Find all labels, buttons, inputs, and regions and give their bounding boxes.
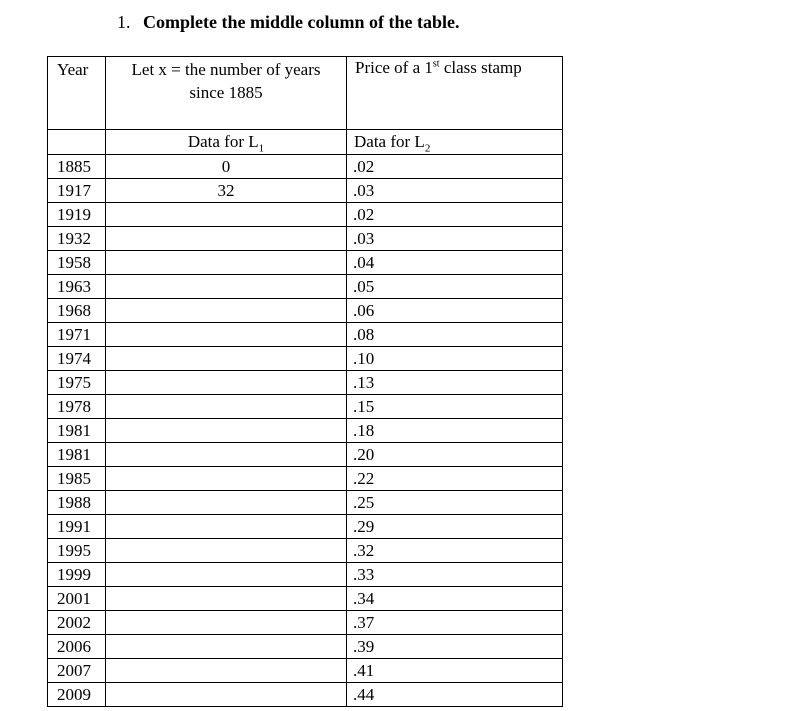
years-since-cell[interactable]: [106, 347, 347, 371]
table-row: [48, 179, 563, 203]
table-row: [48, 659, 563, 683]
table-row: [48, 155, 563, 179]
table-header-row: [48, 57, 563, 130]
table-row: [48, 491, 563, 515]
table-row: [48, 395, 563, 419]
price-cell: .18: [347, 419, 563, 443]
year-cell: 1999: [48, 563, 106, 587]
year-cell: 1917: [48, 179, 106, 203]
year-cell: 1978: [48, 395, 106, 419]
table-label-row: [48, 130, 563, 155]
question-text: Complete the middle column of the table.: [143, 12, 460, 32]
price-cell: .39: [347, 635, 563, 659]
years-since-cell[interactable]: [106, 587, 347, 611]
table-row: [48, 563, 563, 587]
table-row: [48, 371, 563, 395]
table-row: [48, 299, 563, 323]
table-row: [48, 251, 563, 275]
table-row: [48, 203, 563, 227]
years-since-cell[interactable]: 32: [106, 179, 347, 203]
table-row: [48, 539, 563, 563]
year-cell: 1991: [48, 515, 106, 539]
year-cell: 2006: [48, 635, 106, 659]
price-cell: .22: [347, 467, 563, 491]
label-l2-text: Data for L: [354, 132, 425, 151]
year-cell: 1968: [48, 299, 106, 323]
price-cell: .04: [347, 251, 563, 275]
years-since-cell[interactable]: [106, 395, 347, 419]
price-cell: .06: [347, 299, 563, 323]
question-number: 1.: [117, 12, 131, 32]
price-cell: .03: [347, 179, 563, 203]
year-cell: 1974: [48, 347, 106, 371]
year-cell: 1985: [48, 467, 106, 491]
price-cell: .02: [347, 155, 563, 179]
year-cell: 2007: [48, 659, 106, 683]
years-since-cell[interactable]: [106, 203, 347, 227]
price-cell: .41: [347, 659, 563, 683]
price-cell: .02: [347, 203, 563, 227]
price-cell: .25: [347, 491, 563, 515]
year-cell: 1958: [48, 251, 106, 275]
year-cell: 1971: [48, 323, 106, 347]
year-cell: 1885: [48, 155, 106, 179]
header-stamp-price: [347, 57, 563, 130]
table-row: [48, 467, 563, 491]
price-cell: .13: [347, 371, 563, 395]
year-cell: 1963: [48, 275, 106, 299]
year-cell: 2002: [48, 611, 106, 635]
label-year-empty: [48, 130, 106, 155]
years-since-cell[interactable]: [106, 443, 347, 467]
table-row: [48, 275, 563, 299]
label-l1-text: Data for L: [187, 132, 259, 151]
years-since-cell[interactable]: [106, 659, 347, 683]
header-year: [48, 57, 106, 130]
years-since-cell[interactable]: [106, 419, 347, 443]
year-cell: 1981: [48, 443, 106, 467]
header-price-prefix: Price of a 1: [355, 58, 433, 77]
year-cell: 2009: [48, 683, 106, 707]
year-cell: 1988: [48, 491, 106, 515]
price-cell: .20: [347, 443, 563, 467]
price-cell: .34: [347, 587, 563, 611]
header-x-line1: Let x = the number of years: [131, 60, 321, 79]
price-cell: .03: [347, 227, 563, 251]
year-cell: 1919: [48, 203, 106, 227]
header-years-since-1885: [106, 57, 347, 130]
label-data-l1: [106, 130, 347, 155]
price-cell: .10: [347, 347, 563, 371]
price-cell: .29: [347, 515, 563, 539]
table-row: [48, 635, 563, 659]
year-cell: 1995: [48, 539, 106, 563]
years-since-cell[interactable]: [106, 299, 347, 323]
table-row: [48, 683, 563, 707]
years-since-cell[interactable]: [106, 227, 347, 251]
header-price-suffix: class stamp: [439, 58, 522, 77]
table-row: [48, 419, 563, 443]
header-year-label: Year: [57, 60, 89, 79]
price-cell: .44: [347, 683, 563, 707]
header-x-line2: since 1885: [189, 83, 263, 102]
years-since-cell[interactable]: [106, 563, 347, 587]
years-since-cell[interactable]: [106, 491, 347, 515]
years-since-cell[interactable]: [106, 371, 347, 395]
label-l2-subscript: 2: [424, 142, 431, 155]
label-data-l2: [347, 130, 563, 155]
year-cell: 1975: [48, 371, 106, 395]
table-row: [48, 227, 563, 251]
label-l1-subscript: 1: [258, 142, 265, 155]
header-price-superscript: st: [432, 58, 440, 70]
years-since-cell[interactable]: [106, 683, 347, 707]
years-since-cell[interactable]: [106, 611, 347, 635]
years-since-cell[interactable]: [106, 275, 347, 299]
price-cell: .15: [347, 395, 563, 419]
price-cell: .05: [347, 275, 563, 299]
table-row: [48, 323, 563, 347]
years-since-cell[interactable]: [106, 467, 347, 491]
years-since-cell[interactable]: [106, 323, 347, 347]
years-since-cell[interactable]: [106, 635, 347, 659]
years-since-cell[interactable]: [106, 539, 347, 563]
price-cell: .37: [347, 611, 563, 635]
price-cell: .08: [347, 323, 563, 347]
years-since-cell[interactable]: 0: [106, 155, 347, 179]
year-cell: 1981: [48, 419, 106, 443]
question-heading: [117, 11, 459, 33]
price-cell: .33: [347, 563, 563, 587]
table-row: [48, 515, 563, 539]
year-cell: 1932: [48, 227, 106, 251]
price-cell: .32: [347, 539, 563, 563]
table-row: [48, 587, 563, 611]
years-since-cell[interactable]: [106, 251, 347, 275]
years-since-cell[interactable]: [106, 515, 347, 539]
table-row: [48, 347, 563, 371]
year-cell: 2001: [48, 587, 106, 611]
stamp-price-table: [47, 56, 563, 707]
table-row: [48, 443, 563, 467]
table-row: [48, 611, 563, 635]
